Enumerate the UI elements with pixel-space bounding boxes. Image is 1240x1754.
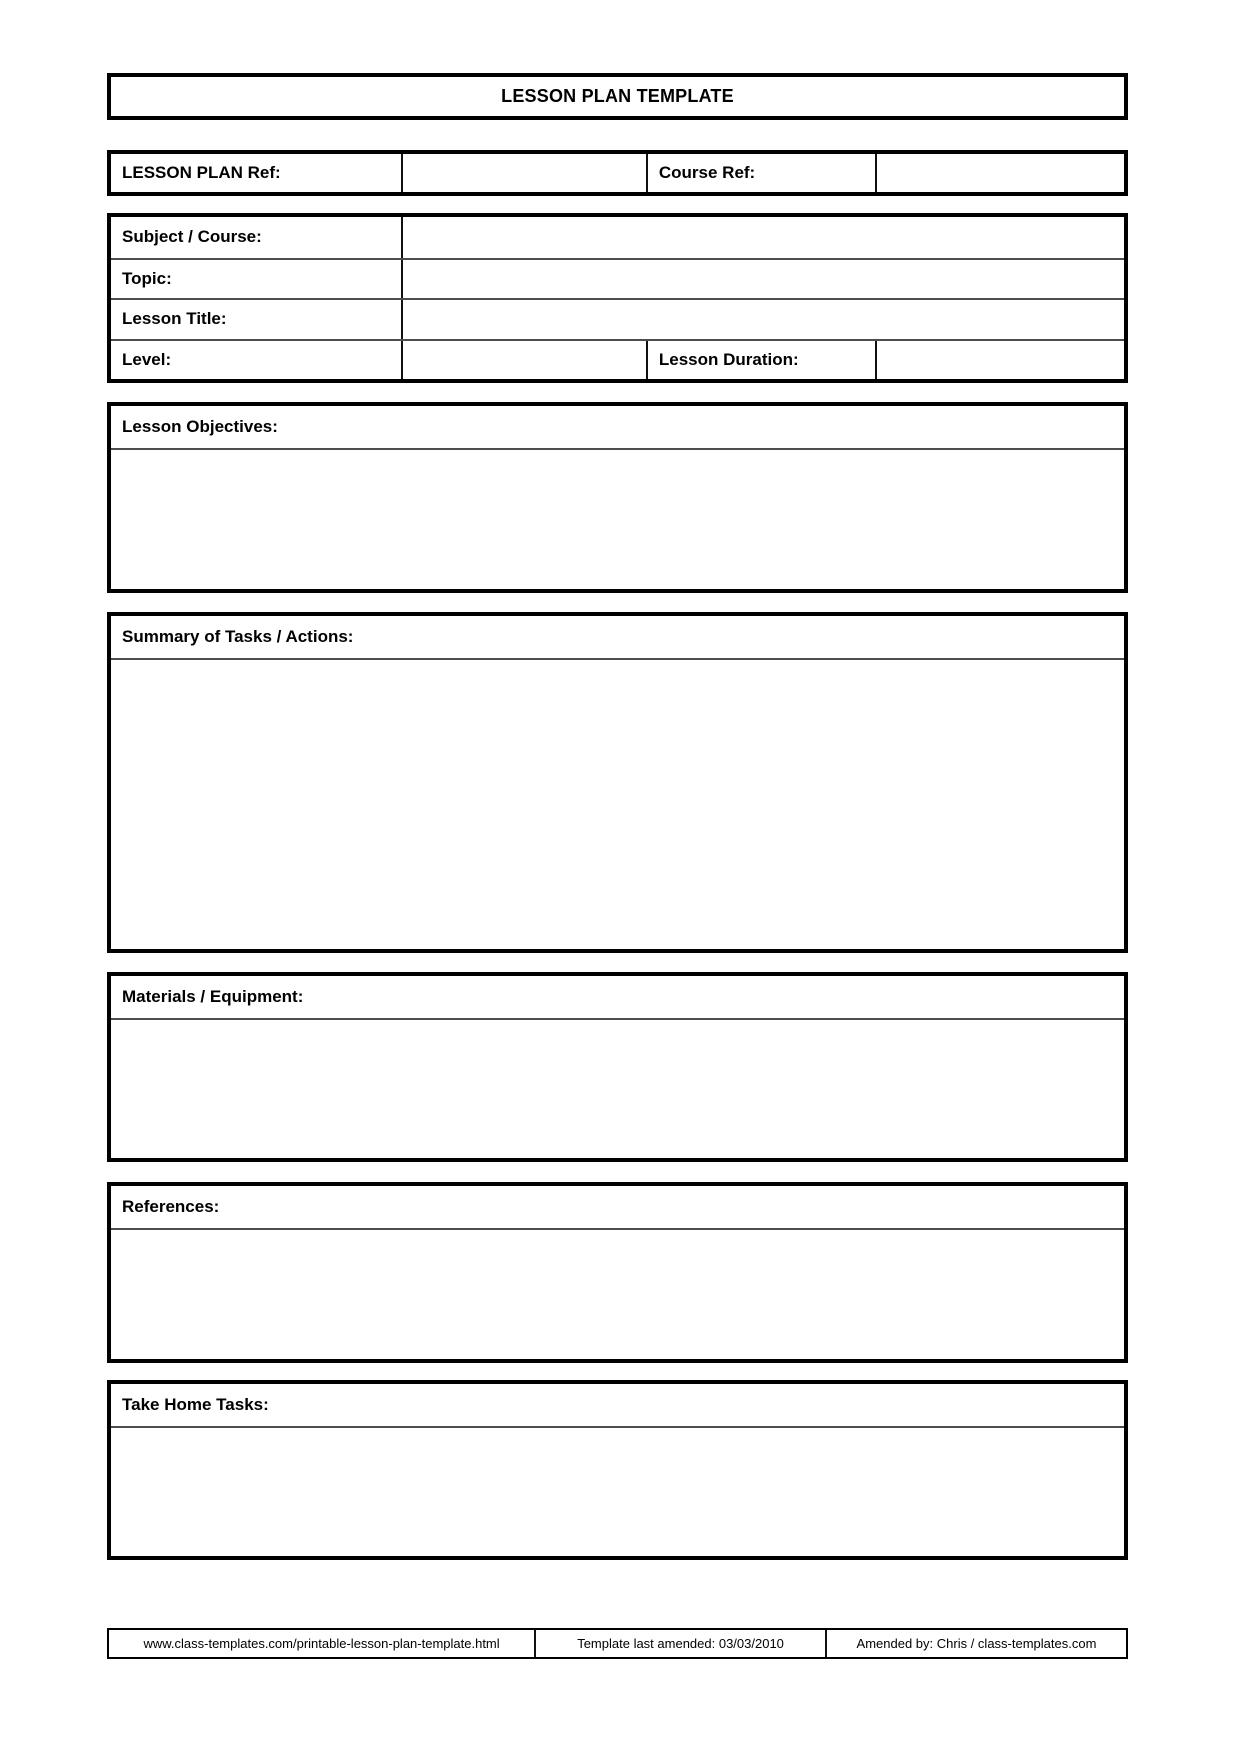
footer — [107, 1628, 1128, 1659]
footer-amended-by: Amended by: Chris / class-templates.com — [856, 1636, 1097, 1651]
lesson-duration-field[interactable] — [877, 341, 1124, 380]
lesson-objectives-field[interactable] — [111, 450, 1124, 589]
lesson-plan-ref-field[interactable] — [403, 154, 648, 192]
subject-course-field[interactable] — [403, 217, 1124, 258]
references-label: References: — [111, 1186, 1124, 1230]
summary-tasks-section — [107, 612, 1128, 953]
ref-table — [107, 150, 1128, 196]
references-field[interactable] — [111, 1230, 1124, 1359]
level-field[interactable] — [403, 341, 648, 380]
lesson-duration-label: Lesson Duration: — [648, 341, 877, 380]
lesson-objectives-section — [107, 402, 1128, 593]
materials-equipment-section — [107, 972, 1128, 1162]
materials-equipment-field[interactable] — [111, 1020, 1124, 1158]
course-ref-field[interactable] — [877, 154, 1124, 192]
subject-course-label: Subject / Course: — [111, 217, 403, 258]
details-table — [107, 213, 1128, 383]
take-home-tasks-section — [107, 1380, 1128, 1560]
lesson-objectives-label: Lesson Objectives: — [111, 406, 1124, 450]
title-box — [107, 73, 1128, 120]
footer-last-amended: Template last amended: 03/03/2010 — [536, 1630, 827, 1657]
course-ref-label: Course Ref: — [648, 154, 877, 192]
references-section — [107, 1182, 1128, 1363]
summary-tasks-field[interactable] — [111, 660, 1124, 949]
lesson-title-field[interactable] — [403, 300, 1124, 339]
summary-tasks-label: Summary of Tasks / Actions: — [111, 616, 1124, 660]
topic-label: Topic: — [111, 260, 403, 299]
page — [107, 0, 1128, 1659]
take-home-tasks-label: Take Home Tasks: — [111, 1384, 1124, 1428]
materials-equipment-label: Materials / Equipment: — [111, 976, 1124, 1020]
footer-url: www.class-templates.com/printable-lesson-plan-template.html — [109, 1630, 536, 1657]
page-title: LESSON PLAN TEMPLATE — [501, 86, 734, 106]
level-label: Level: — [111, 341, 403, 380]
lesson-plan-ref-label: LESSON PLAN Ref: — [111, 154, 403, 192]
lesson-title-label: Lesson Title: — [111, 300, 403, 339]
take-home-tasks-field[interactable] — [111, 1428, 1124, 1556]
topic-field[interactable] — [403, 260, 1124, 299]
